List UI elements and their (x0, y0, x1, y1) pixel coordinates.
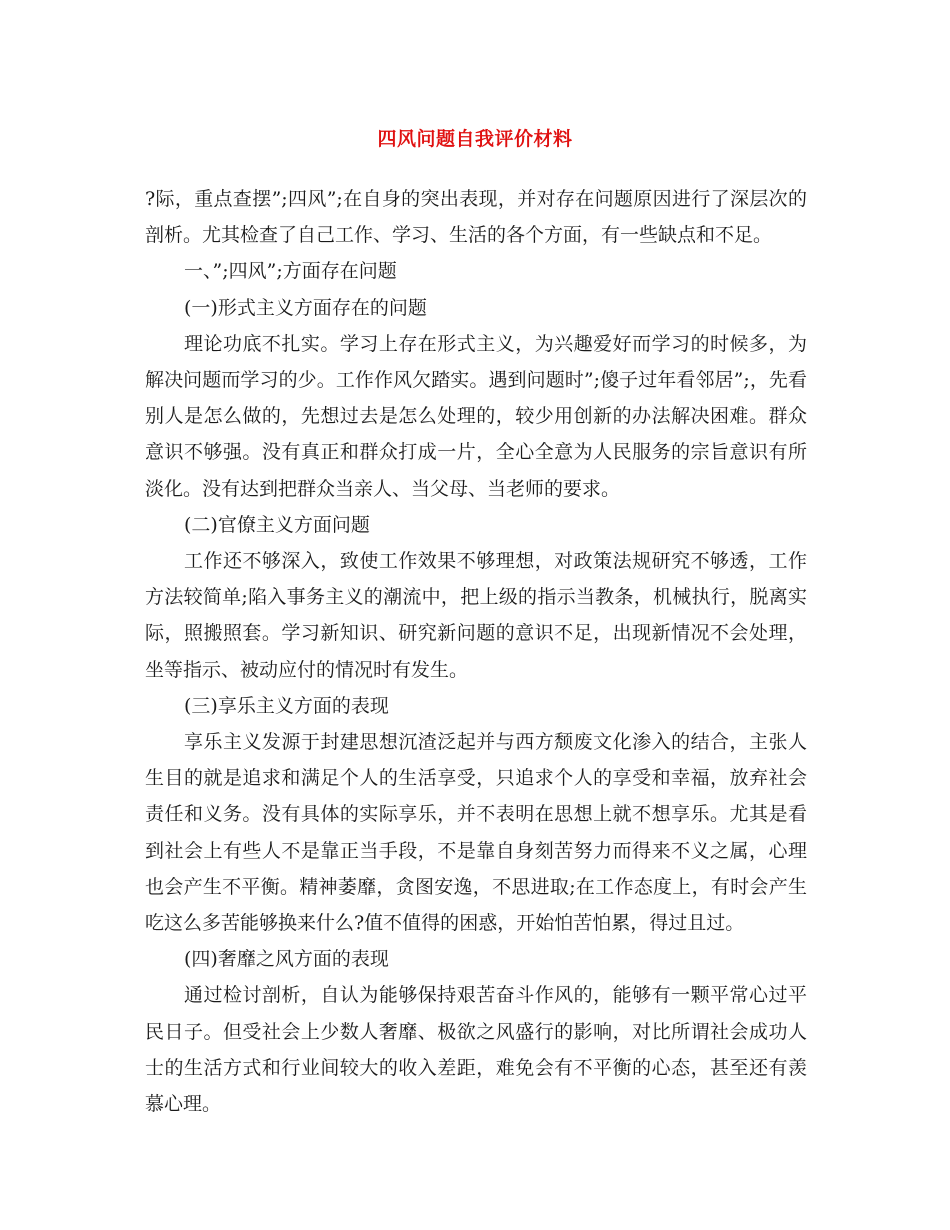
subsection-heading-bureaucracy: (二)官僚主义方面问题 (184, 513, 370, 536)
paragraph-formalism: 理论功底不扎实。学习上存在形式主义，为兴趣爱好而学习的时候多，为解决问题而学习的少。工作作风欠踏实。遇到问题时”;傻子过年看邻居”;，先看别人是怎么做的，先想过去是怎么处理的，较少用创新的办法解决困难。群众意识不够强。没有真正和群众打成一片，全心全意为人民服务的宗旨意识有所淡化。没有达到把群众当亲人、当父母、当老师的要求。 (145, 332, 807, 500)
document-body (145, 181, 807, 1122)
paragraph-extravagance: 通过检讨剖析，自认为能够保持艰苦奋斗作风的，能够有一颗平常心过平民日子。但受社会上少数人奢靡、极欲之风盛行的影响，对比所谓社会成功人士的生活方式和行业间较大的收入差距，难免会有不平衡的心态，甚至还有羡慕心理。 (145, 984, 807, 1116)
section-heading: 一、”;四风”;方面存在问题 (184, 260, 397, 283)
intro-paragraph: ?际，重点查摆”;四风”;在自身的突出表现，并对存在问题原因进行了深层次的剖析。尤其检查了自己工作、学习、生活的各个方面，有一些缺点和不足。 (145, 188, 807, 247)
document-title: 四风问题自我评价材料 (377, 128, 573, 150)
subsection-heading-hedonism: (三)享乐主义方面的表现 (184, 694, 389, 717)
subsection-heading-formalism: (一)形式主义方面存在的问题 (184, 296, 427, 319)
subsection-heading-extravagance: (四)奢靡之风方面的表现 (184, 948, 389, 971)
paragraph-bureaucracy: 工作还不够深入，致使工作效果不够理想，对政策法规研究不够透，工作方法较简单;陷入事务主义的潮流中，把上级的指示当教条，机械执行，脱离实际，照搬照套。学习新知识、研究新问题的意识不足，出现新情况不会处理，坐等指示、被动应付的情况时有发生。 (145, 550, 807, 681)
paragraph-hedonism: 享乐主义发源于封建思想沉渣泛起并与西方颓废文化渗入的结合，主张人生目的就是追求和满足个人的生活享受，只追求个人的享受和幸福，放弃社会责任和义务。没有具体的实际享乐，并不表明在思想上就不想享乐。尤其是看到社会上有些人不是靠正当手段，不是靠自身刻苦努力而得来不义之属，心理也会产生不平衡。精神萎靡，贪图安逸，不思进取;在工作态度上，有时会产生吃这么多苦能够换来什么?值不值得的困惑，开始怕苦怕累，得过且过。 (145, 731, 807, 935)
